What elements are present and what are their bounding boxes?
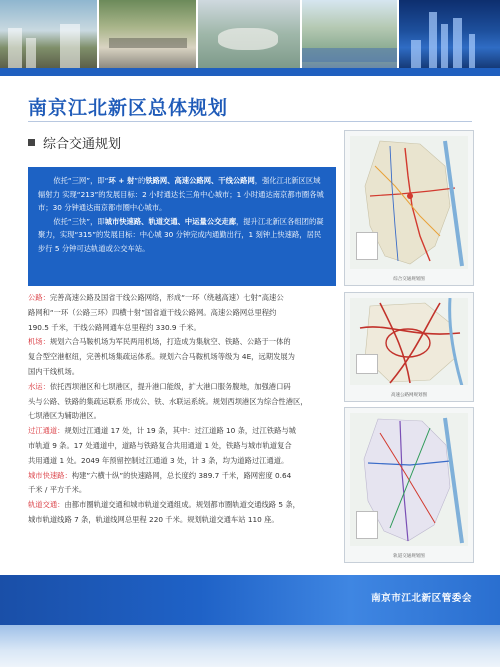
map-legend: [356, 232, 378, 260]
map-legend: [356, 354, 378, 374]
section-river-crossing: [28, 424, 338, 468]
section-label: 水运：: [28, 381, 50, 391]
section-highway: [28, 291, 338, 335]
section-text: 依托西坝港区和七坝港区，提升港口能级，扩大港口服务腹地，加强港口码: [49, 381, 291, 391]
photo-street: [0, 0, 97, 68]
header-blue-bar: [0, 68, 500, 76]
section-text: 复合型空港枢纽，完善机场集疏运体系。规划六合马鞍机场等级为 4E，远期发展为: [28, 352, 295, 362]
section-label: 轨道交通：: [28, 500, 65, 510]
intro-text: ，提升江北新区各组团的凝聚力，实现“315”的发展目标：中心城 30 分钟完成内通勤出行，1 刻钟上快速路，居民步行 5 分钟可达轨道或公交车站。: [38, 216, 324, 253]
photo-night-skyline: [399, 0, 500, 68]
section-expressway: [28, 469, 338, 499]
section-label: 城市快速路：: [28, 470, 72, 480]
map-expressway-network: [344, 292, 474, 402]
section-rail-transit: [28, 498, 338, 528]
section-text: 头与公路、铁路的集疏运联系 形成公、铁、水联运系统。规划西坝港区为综合性港区，: [28, 396, 308, 406]
map-caption: 轨道交通规划图: [393, 554, 425, 559]
page-title: 南京江北新区总体规划: [28, 97, 229, 119]
section-text: 国内干线机场。: [28, 366, 80, 376]
intro-highlight: 铁路网、高速公路网、干线公路网: [145, 176, 255, 185]
intro-paragraph-2: [38, 215, 326, 256]
map-caption: 高速公路网规划图: [391, 393, 427, 398]
section-text: 规划六合马鞍机场为军民两用机场，打造成为集航空、铁路、公路于一体的: [49, 337, 291, 347]
section-text: 规划过江通道 17 处，计 19 条，其中：过江道路 10 条，过江铁路与城: [64, 426, 296, 436]
section-text: 千米 / 平方千米。: [28, 485, 87, 495]
intro-text: 依托“三网”，即“: [53, 176, 109, 185]
section-text: 市轨道 9 条。17 处通道中，道路与铁路复合共用通道 1 处，铁路与城市轨道复合: [28, 440, 292, 450]
section-text: 七坝港区为辅助港区。: [28, 411, 101, 421]
intro-paragraph-1: [38, 174, 326, 215]
map-rail-transit: [344, 407, 474, 563]
section-text: 城市轨道线路 7 条，轨道线网总里程 220 千米。规划轨道交通车站 110 座。: [28, 514, 279, 524]
title-divider: [28, 121, 472, 122]
section-label: 机场：: [28, 337, 50, 347]
map-image: [350, 413, 468, 546]
map-image: [350, 136, 468, 269]
map-comprehensive-transport: [344, 130, 474, 286]
intro-text: 依托“三快”，即: [53, 216, 105, 226]
map-image: [350, 298, 468, 385]
section-label: 公路：: [28, 293, 50, 302]
section-airport: [28, 335, 338, 379]
section-text: 完善高速公路及国省干线公路网络，形成“一环（绕越高速）七射”高速公: [49, 293, 284, 302]
section-text: 构建”六横十纵”的快速路网，总长度约 389.7 千米，路网密度 0.64: [71, 470, 292, 480]
plan-sections: [28, 291, 338, 528]
map-legend: [356, 511, 378, 539]
square-bullet-icon: [28, 139, 35, 146]
photo-aerial-district: [198, 0, 299, 68]
intro-box: [28, 167, 336, 286]
section-label: 过江通道：: [28, 426, 65, 436]
intro-text: ，强化江北新区区域辐射力 实现“213”的发展目标：2 小时通达长三角中心城市；1 小时通达南京都市圈各城市；30 分钟通达南京都市圈中心城市。: [38, 176, 324, 212]
section-title: 综合交通规划: [43, 137, 122, 152]
section-text: 路网和“一环（公路三环）四横十射”国省道干线公路网。高速公路网总里程约: [28, 307, 277, 317]
intro-highlight: 城市快速路、轨道交通、中运量公交走廊: [104, 216, 237, 226]
section-text: 190.5 千米，干线公路网通车总里程约 330.9 千米。: [28, 322, 201, 332]
photo-walkway: [99, 0, 196, 68]
photo-strip: [0, 0, 500, 68]
section-waterway: [28, 380, 338, 424]
section-text: 由都市圈轨道交通和城市轨道交通组成。规划都市圈轨道交通线路 5 条，: [64, 500, 300, 510]
map-caption: 综合交通规划图: [393, 277, 425, 282]
footer-gradient: [0, 625, 500, 667]
photo-aerial-river: [302, 0, 397, 68]
footer-organization: 南京市江北新区管委会: [371, 593, 472, 604]
section-heading: [28, 133, 121, 152]
section-text: 共用通道 1 处。2049 年预留控制过江通道 3 处，计 3 条，均为道路过江通道。: [28, 455, 289, 465]
intro-highlight: 环 + 射: [108, 176, 135, 185]
intro-text: ”的: [134, 176, 146, 185]
